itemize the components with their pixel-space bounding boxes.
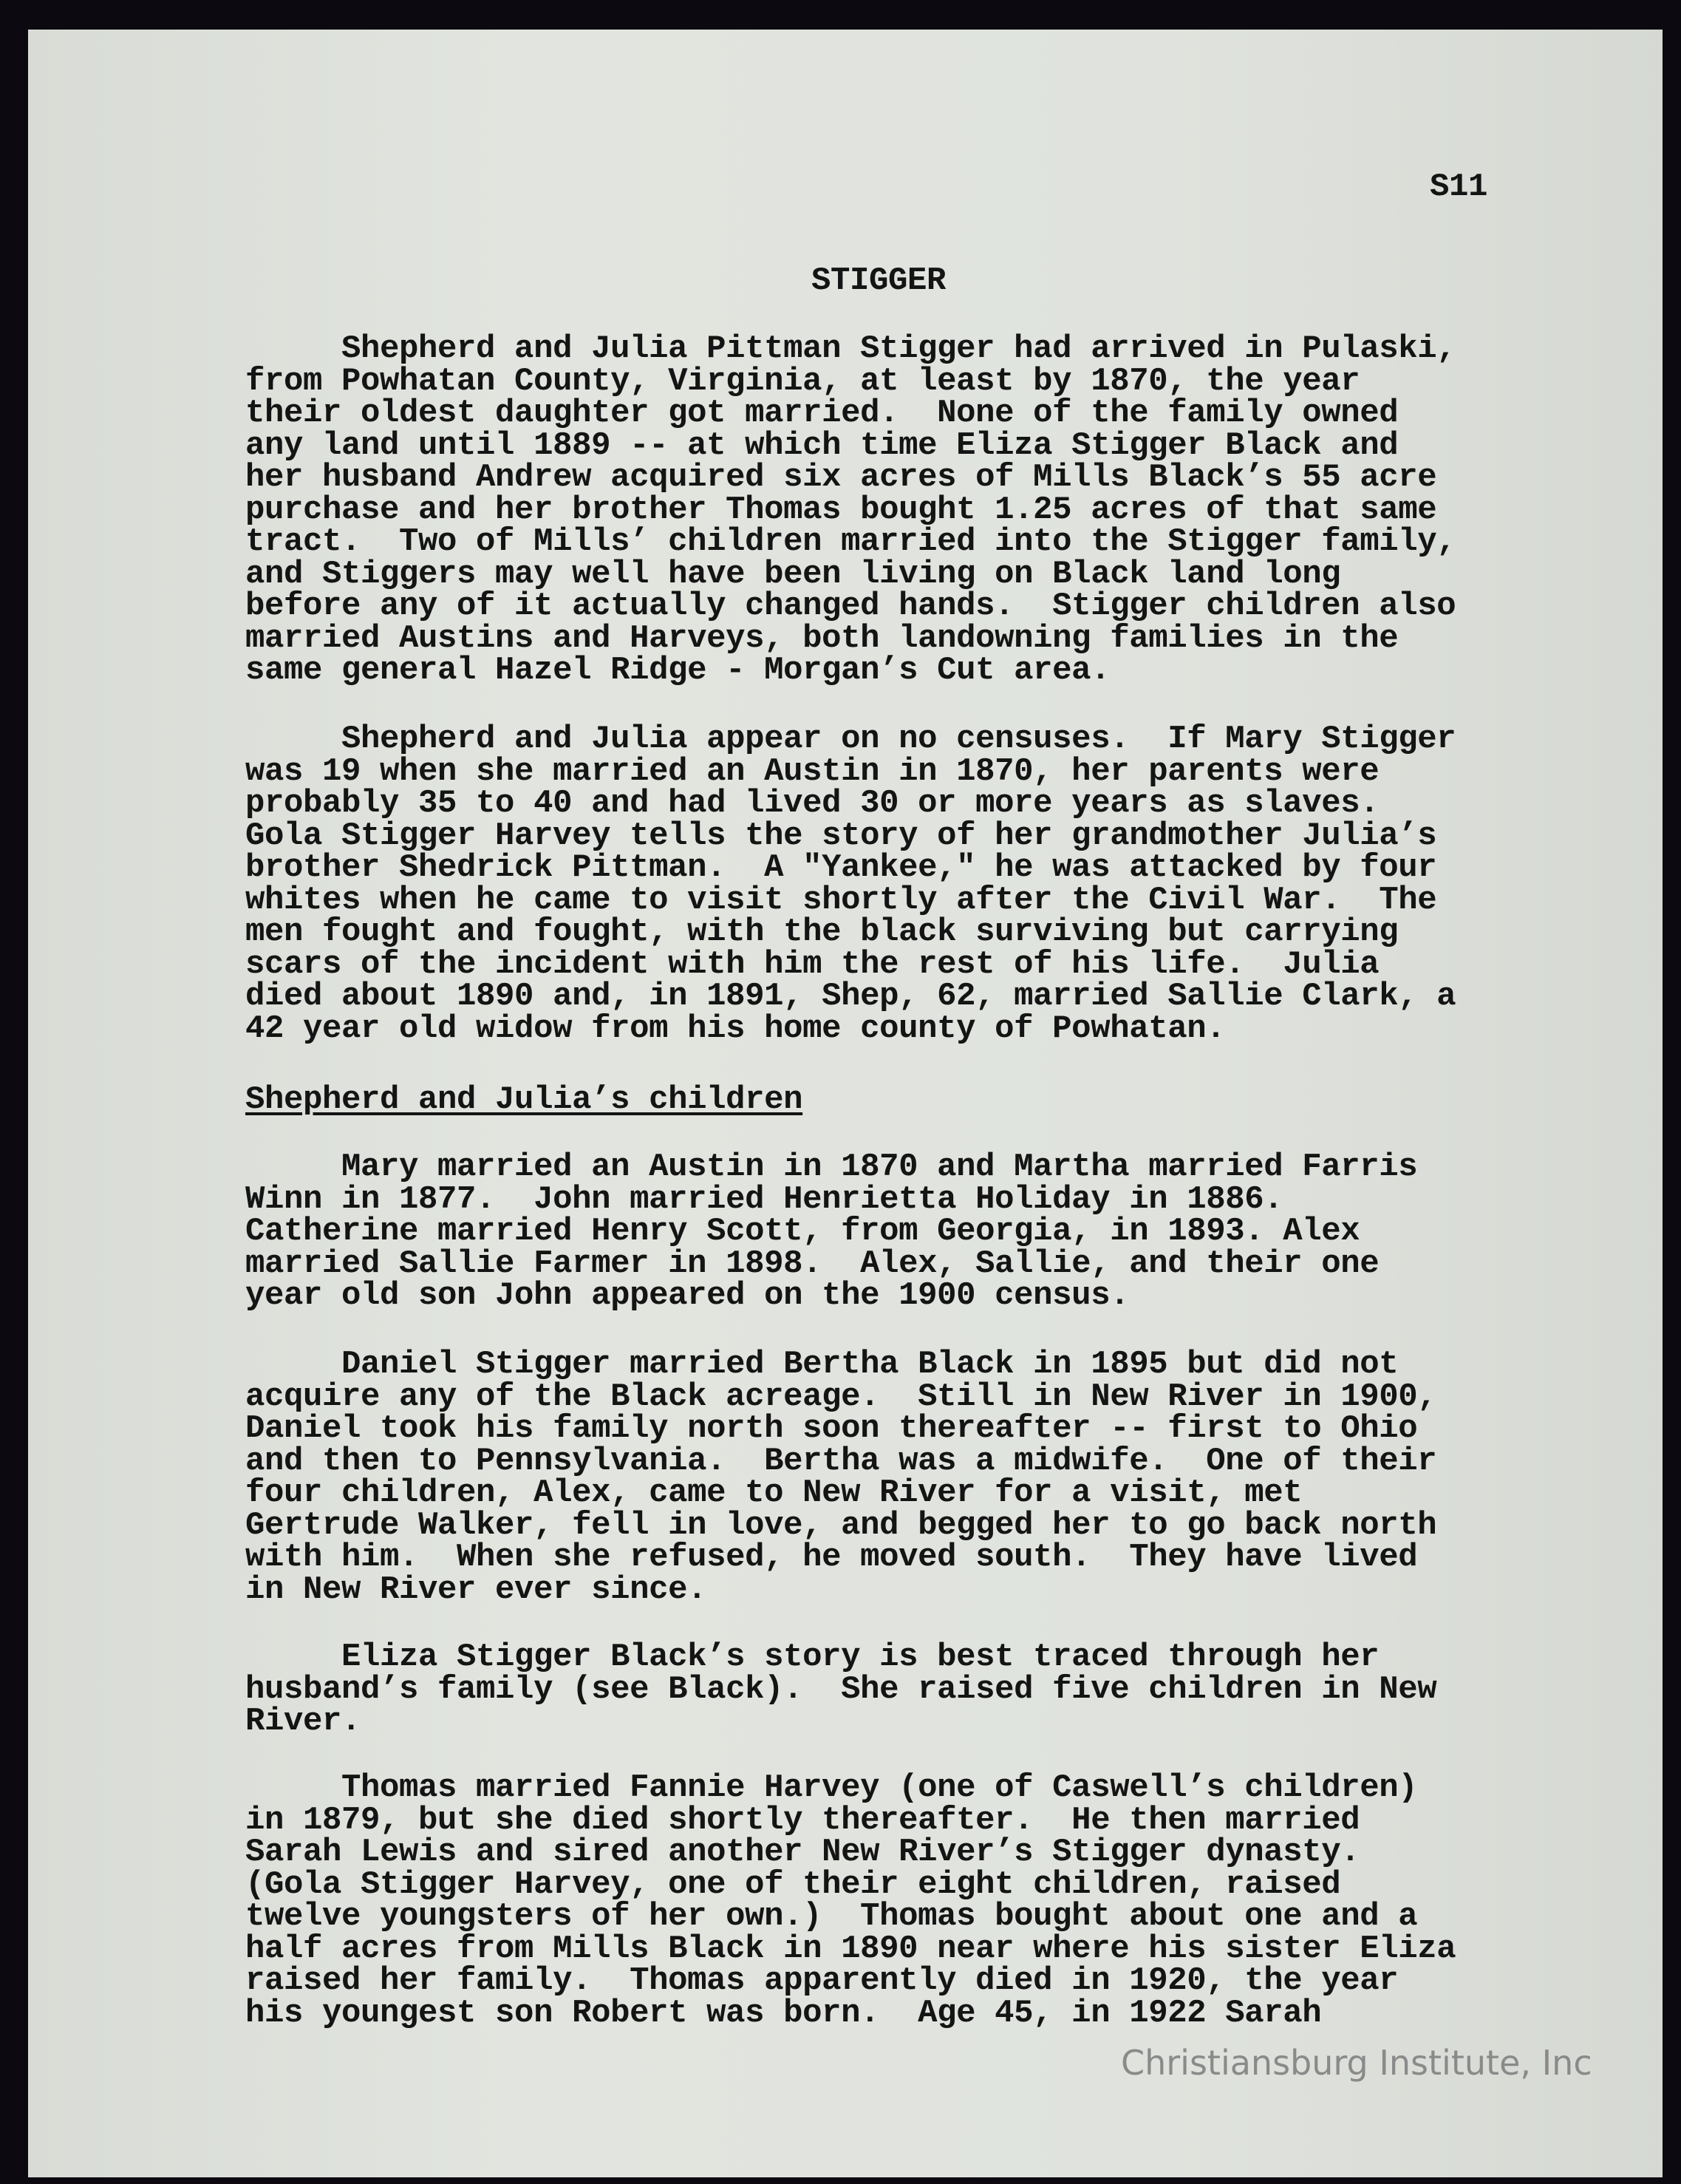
page-title: STIGGER <box>811 262 947 299</box>
paragraph-1: Shepherd and Julia Pittman Stigger had arrived in Pulaski, from Powhatan County, Virginia, at least by 1870, the year their oldest daughter got married. None of the family owned any land until 1889 -- at which time Eliza Stigger Black and her husband Andrew acquired six acres of Mills Black’s 55 acre purchase and her brother Thomas bought 1.25 acres of that same tract. Two of Mills’ children married into the Stigger family, and Stiggers may well have been living on Black land long before any of it actually changed hands. Stigger children also married Austins and Harveys, both landowning families in the same general Hazel Ridge - Morgan’s Cut area. <box>245 330 1456 689</box>
paragraph-children-1: Mary married an Austin in 1870 and Martha married Farris Winn in 1877. John married Henrietta Holiday in 1886. Catherine married Henry Scott, from Georgia, in 1893. Alex married Sallie Farmer in 1898. Alex, Sallie, and their one year old son John appeared on the 1900 census. <box>245 1149 1418 1314</box>
page-number: S11 <box>1429 169 1487 205</box>
paragraph-children-2: Daniel Stigger married Bertha Black in 1895 but did not acquire any of the Black acreage. Still in New River in 1900, Daniel took his family north soon thereafter -- first to Ohio and then to Pennsylvania. Bertha was a midwife. One of their four children, Alex, came to New River for a visit, met Gertrude Walker, fell in love, and begged her to go back north with him. When she refused, he moved south. They have lived in New River ever since. <box>245 1346 1437 1608</box>
watermark: Christiansburg Institute, Inc <box>1121 2043 1592 2083</box>
paragraph-children-3: Eliza Stigger Black’s story is best traced through her husband’s family (see Black). She raised five children in New River. <box>245 1639 1437 1740</box>
section-heading: Shepherd and Julia’s children <box>245 1081 803 1118</box>
paragraph-children-4: Thomas married Fannie Harvey (one of Caswell’s children) in 1879, but she died shortly thereafter. He then married Sarah Lewis and sired another New River’s Stigger dynasty. (Gola Stigger Harvey, one of their eight children, raised twelve youngsters of her own.) Thomas bought about one and a half acres from Mills Black in 1890 near where his sister Eliza raised her family. Thomas apparently died in 1920, the year his youngest son Robert was born. Age 45, in 1922 Sarah <box>245 1769 1456 2032</box>
paragraph-2: Shepherd and Julia appear on no censuses. If Mary Stigger was 19 when she married an Austin in 1870, her parents were probably 35 to 40 and had lived 30 or more years as slaves. Gola Stigger Harvey tells the story of her grandmother Julia’s brother Shedrick Pittman. A "Yankee," he was attacked by four whites when he came to visit shortly after the Civil War. The men fought and fought, with the black surviving but carrying scars of the incident with him the rest of his life. Julia died about 1890 and, in 1891, Shep, 62, married Sallie Clark, a 42 year old widow from his home county of Powhatan. <box>245 721 1456 1047</box>
